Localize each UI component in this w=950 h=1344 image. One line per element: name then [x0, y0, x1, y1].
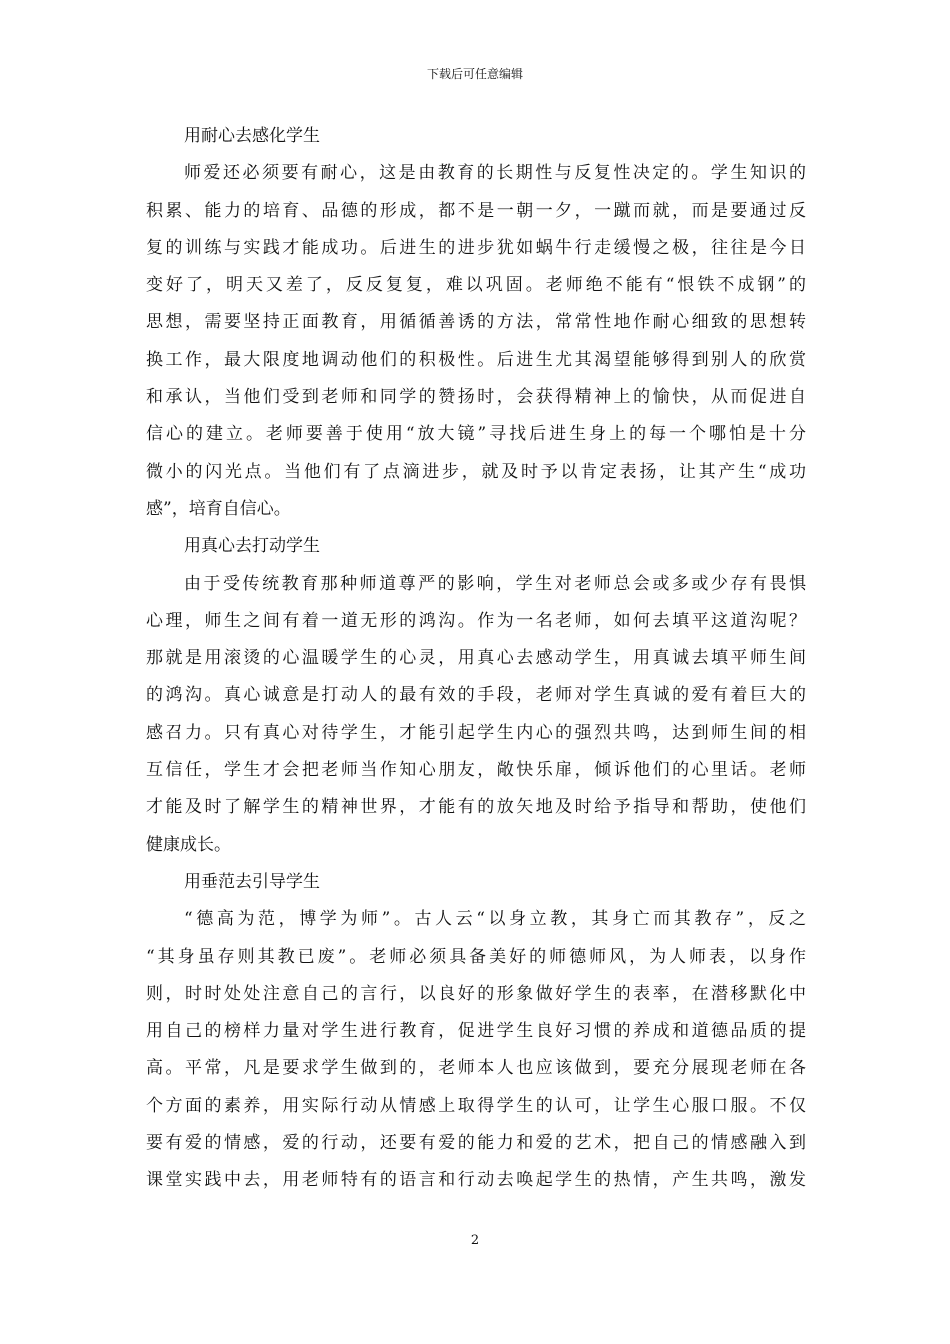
- page-header: 下载后可任意编辑: [426, 67, 523, 81]
- paragraph-line: 高。平常，凡是要求学生做到的，老师本人也应该做到，要充分展现老师在各: [146, 1058, 806, 1079]
- paragraph-line: “德高为范，博学为师”。古人云“以身立教，其身亡而其教存”，反之: [184, 909, 806, 930]
- paragraph-line: 课堂实践中去，用老师特有的语言和行动去唤起学生的热情，产生共鸣，激发: [146, 1170, 806, 1191]
- paragraph-line: 健康成长。: [146, 834, 231, 855]
- paragraph-line: 感召力。只有真心对待学生，才能引起学生内心的强烈共鸣，达到师生间的相: [146, 722, 806, 743]
- paragraph-line: 微小的闪光点。当他们有了点滴进步，就及时予以肯定表扬，让其产生“成功: [146, 461, 806, 482]
- paragraph-line: 心理，师生之间有着一道无形的鸿沟。作为一名老师，如何去填平这道沟呢？: [146, 610, 806, 631]
- paragraph-line: 感”，培育自信心。: [146, 498, 291, 519]
- paragraph-line: 由于受传统教育那种师道尊严的影响，学生对老师总会或多或少存有畏惧: [184, 573, 806, 594]
- paragraph-line: 变好了，明天又差了，反反复复，难以巩固。老师绝不能有“恨铁不成钢”的: [146, 275, 806, 296]
- paragraph-line: 则，时时处处注意自己的言行，以良好的形象做好学生的表率，在潜移默化中: [146, 983, 806, 1004]
- paragraph-line: 复的训练与实践才能成功。后进生的进步犹如蜗牛行走缓慢之极，往往是今日: [146, 237, 806, 258]
- page-number: 2: [470, 1233, 480, 1248]
- paragraph-line: 师爱还必须要有耐心，这是由教育的长期性与反复性决定的。学生知识的: [184, 163, 806, 184]
- paragraph-line: 才能及时了解学生的精神世界，才能有的放矢地及时给予指导和帮助，使他们: [146, 797, 806, 818]
- section-heading: 用垂范去引导学生: [184, 871, 320, 892]
- paragraph-line: 互信任，学生才会把老师当作知心朋友，敞快乐扉，倾诉他们的心里话。老师: [146, 760, 806, 781]
- paragraph-line: 的鸿沟。真心诚意是打动人的最有效的手段，老师对学生真诚的爱有着巨大的: [146, 685, 806, 706]
- paragraph-line: 要有爱的情感，爱的行动，还要有爱的能力和爱的艺术，把自己的情感融入到: [146, 1133, 806, 1154]
- paragraph-line: 积累、能力的培育、品德的形成，都不是一朝一夕，一蹴而就，而是要通过反: [146, 200, 806, 221]
- paragraph-line: 个方面的素养，用实际行动从情感上取得学生的认可，让学生心服口服。不仅: [146, 1095, 806, 1116]
- paragraph-line: 信心的建立。老师要善于使用“放大镜”寻找后进生身上的每一个哪怕是十分: [146, 424, 806, 445]
- section-heading: 用耐心去感化学生: [184, 126, 320, 146]
- section-heading: 用真心去打动学生: [184, 536, 320, 557]
- paragraph-line: 思想，需要坚持正面教育，用循循善诱的方法，常常性地作耐心细致的思想转: [146, 312, 806, 333]
- paragraph-line: 用自己的榜样力量对学生进行教育，促进学生良好习惯的养成和道德品质的提: [146, 1021, 806, 1042]
- paragraph-line: 那就是用滚烫的心温暖学生的心灵，用真心去感动学生，用真诚去填平师生间: [146, 648, 806, 669]
- paragraph-line: 换工作，最大限度地调动他们的积极性。后进生尤其渴望能够得到别人的欣赏: [146, 349, 806, 370]
- document-body: [146, 118, 806, 1200]
- paragraph-line: “其身虽存则其教已废”。老师必须具备美好的师德师风，为人师表，以身作: [146, 946, 806, 967]
- paragraph-line: 和承认，当他们受到老师和同学的赞扬时，会获得精神上的愉快，从而促进自: [146, 387, 806, 408]
